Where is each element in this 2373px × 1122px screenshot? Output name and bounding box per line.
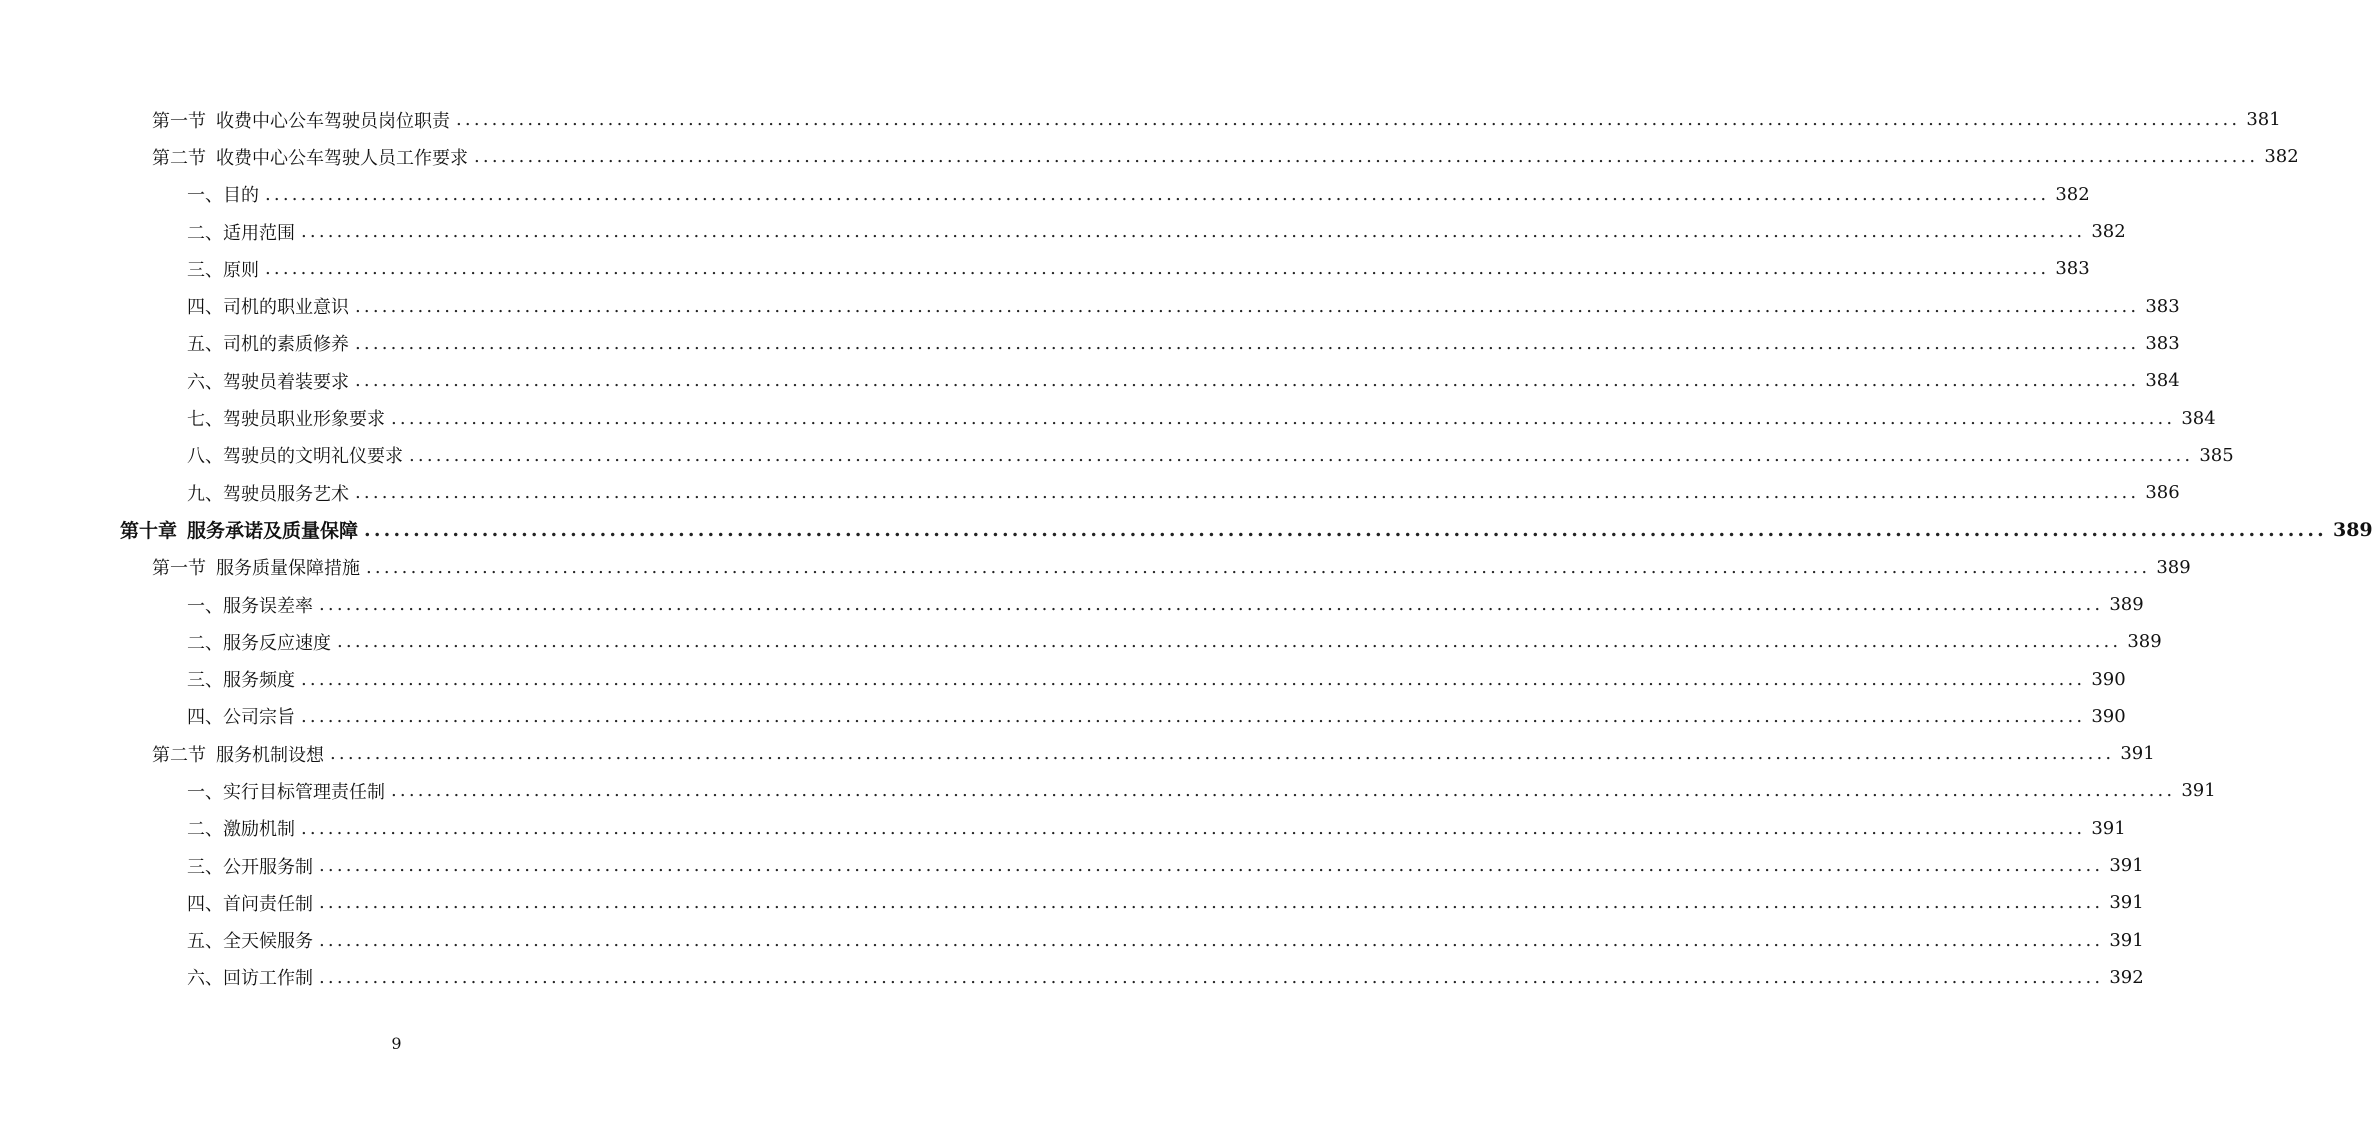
toc-entry-title: 六、回访工作制	[187, 968, 313, 990]
dot-leader: ........................................................................................................................................................................................................	[301, 817, 2086, 839]
toc-entry-label	[187, 592, 319, 618]
dot-leader: ........................................................................................................................................................................................................	[301, 668, 2086, 690]
toc-entry-label	[120, 516, 364, 543]
toc-entry-page: 392	[2109, 966, 2144, 988]
toc-entry-label	[152, 741, 330, 767]
toc-entry-title: 二、服务反应速度	[187, 632, 331, 654]
toc-entry-title: 五、全天候服务	[187, 931, 313, 953]
toc-entry-label	[187, 219, 301, 245]
toc-entry-page: 391	[2181, 780, 2216, 802]
toc-entry-title: 一、服务误差率	[187, 595, 313, 617]
dot-leader: ........................................................................................................................................................................................................	[474, 146, 2259, 168]
toc-entry-label	[187, 629, 337, 655]
toc-entry-title: 四、公司宗旨	[187, 707, 295, 729]
toc-item-entry[interactable]	[187, 362, 2180, 399]
toc-entry-page: 389	[2332, 518, 2373, 541]
toc-entry-number: 第二节	[152, 147, 206, 169]
dot-leader: ........................................................................................................................................................................................................	[355, 332, 2140, 354]
dot-leader: ........................................................................................................................................................................................................	[391, 780, 2176, 802]
toc-item-entry[interactable]	[187, 959, 2144, 996]
toc-section-entry[interactable]	[152, 138, 2299, 175]
toc-entry-page: 383	[2055, 258, 2090, 280]
toc-item-entry[interactable]	[187, 772, 2216, 809]
toc-entry-number: 第一节	[152, 558, 206, 580]
toc-entry-label	[152, 107, 456, 133]
toc-entry-page: 386	[2145, 482, 2180, 504]
toc-entry-label	[187, 666, 301, 692]
toc-entry-page: 382	[2055, 183, 2090, 205]
toc-item-entry[interactable]	[187, 287, 2180, 324]
toc-item-entry[interactable]	[187, 176, 2090, 213]
toc-entry-label	[187, 293, 355, 319]
dot-leader: ........................................................................................................................................................................................................	[409, 444, 2194, 466]
dot-leader: ........................................................................................................................................................................................................	[319, 855, 2104, 877]
toc-entry-page: 391	[2091, 817, 2126, 839]
toc-item-entry[interactable]	[187, 884, 2144, 921]
toc-entry-title: 一、目的	[187, 185, 259, 207]
toc-chapter-entry[interactable]	[120, 511, 2373, 548]
dot-leader: ........................................................................................................................................................................................................	[366, 556, 2151, 578]
toc-entry-label	[187, 368, 355, 394]
table-of-contents	[0, 101, 2373, 996]
dot-leader: ........................................................................................................................................................................................................	[319, 594, 2104, 615]
dot-leader: ........................................................................................................................................................................................................	[265, 183, 2050, 205]
dot-leader: ........................................................................................................................................................................................................	[265, 258, 2050, 280]
toc-section-entry[interactable]	[152, 549, 2191, 586]
toc-entry-title: 二、激励机制	[187, 819, 295, 841]
toc-section-entry[interactable]	[152, 735, 2155, 772]
dot-leader: ........................................................................................................................................................................................................	[301, 705, 2086, 727]
toc-entry-page: 383	[2145, 295, 2180, 317]
toc-entry-page: 384	[2145, 370, 2180, 392]
toc-entry-label	[187, 890, 319, 916]
dot-leader: ........................................................................................................................................................................................................	[337, 631, 2122, 653]
toc-item-entry[interactable]	[187, 213, 2126, 250]
toc-entry-title: 八、驾驶员的文明礼仪要求	[187, 446, 403, 468]
toc-item-entry[interactable]	[187, 847, 2144, 884]
toc-entry-title: 三、服务频度	[187, 670, 295, 692]
page-number: 9	[391, 1034, 402, 1053]
toc-entry-label	[187, 405, 391, 431]
dot-leader: ........................................................................................................................................................................................................	[319, 892, 2104, 914]
toc-item-entry[interactable]	[187, 623, 2162, 660]
toc-entry-label	[187, 703, 301, 729]
toc-entry-title: 服务质量保障措施	[216, 558, 360, 580]
toc-item-entry[interactable]	[187, 660, 2126, 697]
toc-entry-page: 391	[2109, 929, 2144, 951]
toc-entry-number: 第十章	[120, 520, 178, 543]
toc-entry-label	[187, 256, 265, 282]
toc-entry-title: 四、首问责任制	[187, 893, 313, 915]
toc-entry-number: 第二节	[152, 744, 206, 766]
dot-leader: ........................................................................................................................................................................................................	[355, 370, 2140, 392]
toc-entry-title: 服务机制设想	[216, 744, 324, 766]
toc-entry-label	[152, 554, 366, 580]
toc-entry-label	[187, 927, 319, 953]
toc-entry-page: 390	[2091, 668, 2126, 690]
dot-leader: ........................................................................................................................................................................................................	[391, 407, 2176, 429]
toc-entry-page: 382	[2264, 146, 2299, 168]
toc-entry-title: 四、司机的职业意识	[187, 297, 349, 319]
toc-item-entry[interactable]	[187, 922, 2144, 959]
dot-leader: ........................................................................................................................................................................................................	[301, 221, 2086, 243]
toc-entry-page: 389	[2109, 594, 2144, 615]
toc-entry-label	[187, 853, 319, 879]
toc-entry-label	[187, 480, 355, 506]
toc-entry-title: 三、公开服务制	[187, 856, 313, 878]
toc-entry-title: 收费中心公车驾驶员岗位职责	[216, 110, 450, 132]
toc-entry-label	[187, 442, 409, 468]
dot-leader: ........................................................................................................................................................................................................	[319, 929, 2104, 951]
toc-item-entry[interactable]	[187, 698, 2126, 735]
toc-entry-title: 九、驾驶员服务艺术	[187, 483, 349, 505]
toc-entry-page: 383	[2145, 332, 2180, 354]
toc-item-entry[interactable]	[187, 474, 2180, 511]
toc-entry-page: 391	[2120, 743, 2155, 765]
toc-item-entry[interactable]	[187, 325, 2180, 362]
toc-entry-number: 第一节	[152, 110, 206, 132]
dot-leader: ........................................................................................................................................................................................................	[355, 482, 2140, 504]
toc-entry-label	[187, 330, 355, 356]
toc-item-entry[interactable]	[187, 250, 2090, 287]
toc-entry-title: 七、驾驶员职业形象要求	[187, 409, 385, 431]
toc-entry-page: 391	[2109, 855, 2144, 877]
toc-entry-page: 384	[2181, 407, 2216, 429]
toc-section-entry[interactable]	[152, 101, 2281, 138]
toc-entry-label	[187, 778, 391, 804]
toc-entry-label	[187, 815, 301, 841]
dot-leader: ........................................................................................................................................................................................................	[355, 295, 2140, 317]
toc-entry-page: 389	[2156, 556, 2191, 578]
toc-entry-page: 390	[2091, 705, 2126, 727]
toc-item-entry[interactable]	[187, 399, 2216, 436]
dot-leader: ........................................................................................................................................................................................................	[364, 518, 2327, 541]
toc-entry-title: 服务承诺及质量保障	[187, 520, 359, 543]
toc-entry-label	[187, 181, 265, 207]
dot-leader: ........................................................................................................................................................................................................	[456, 109, 2241, 131]
toc-entry-page: 391	[2109, 892, 2144, 914]
dot-leader: ........................................................................................................................................................................................................	[319, 966, 2104, 988]
toc-entry-page: 389	[2127, 631, 2162, 653]
toc-entry-label	[152, 144, 474, 170]
toc-entry-page: 385	[2199, 444, 2234, 466]
toc-entry-title: 一、实行目标管理责任制	[187, 781, 385, 803]
toc-entry-title: 六、驾驶员着装要求	[187, 371, 349, 393]
toc-entry-label	[187, 964, 319, 990]
toc-entry-page: 381	[2246, 109, 2281, 131]
toc-entry-title: 三、原则	[187, 259, 259, 281]
toc-item-entry[interactable]	[187, 586, 2144, 623]
toc-item-entry[interactable]	[187, 810, 2126, 847]
toc-item-entry[interactable]	[187, 437, 2234, 474]
toc-entry-title: 五、司机的素质修养	[187, 334, 349, 356]
toc-entry-title: 二、适用范围	[187, 222, 295, 244]
dot-leader: ........................................................................................................................................................................................................	[330, 743, 2115, 765]
toc-entry-title: 收费中心公车驾驶人员工作要求	[216, 147, 468, 169]
toc-entry-page: 382	[2091, 221, 2126, 243]
